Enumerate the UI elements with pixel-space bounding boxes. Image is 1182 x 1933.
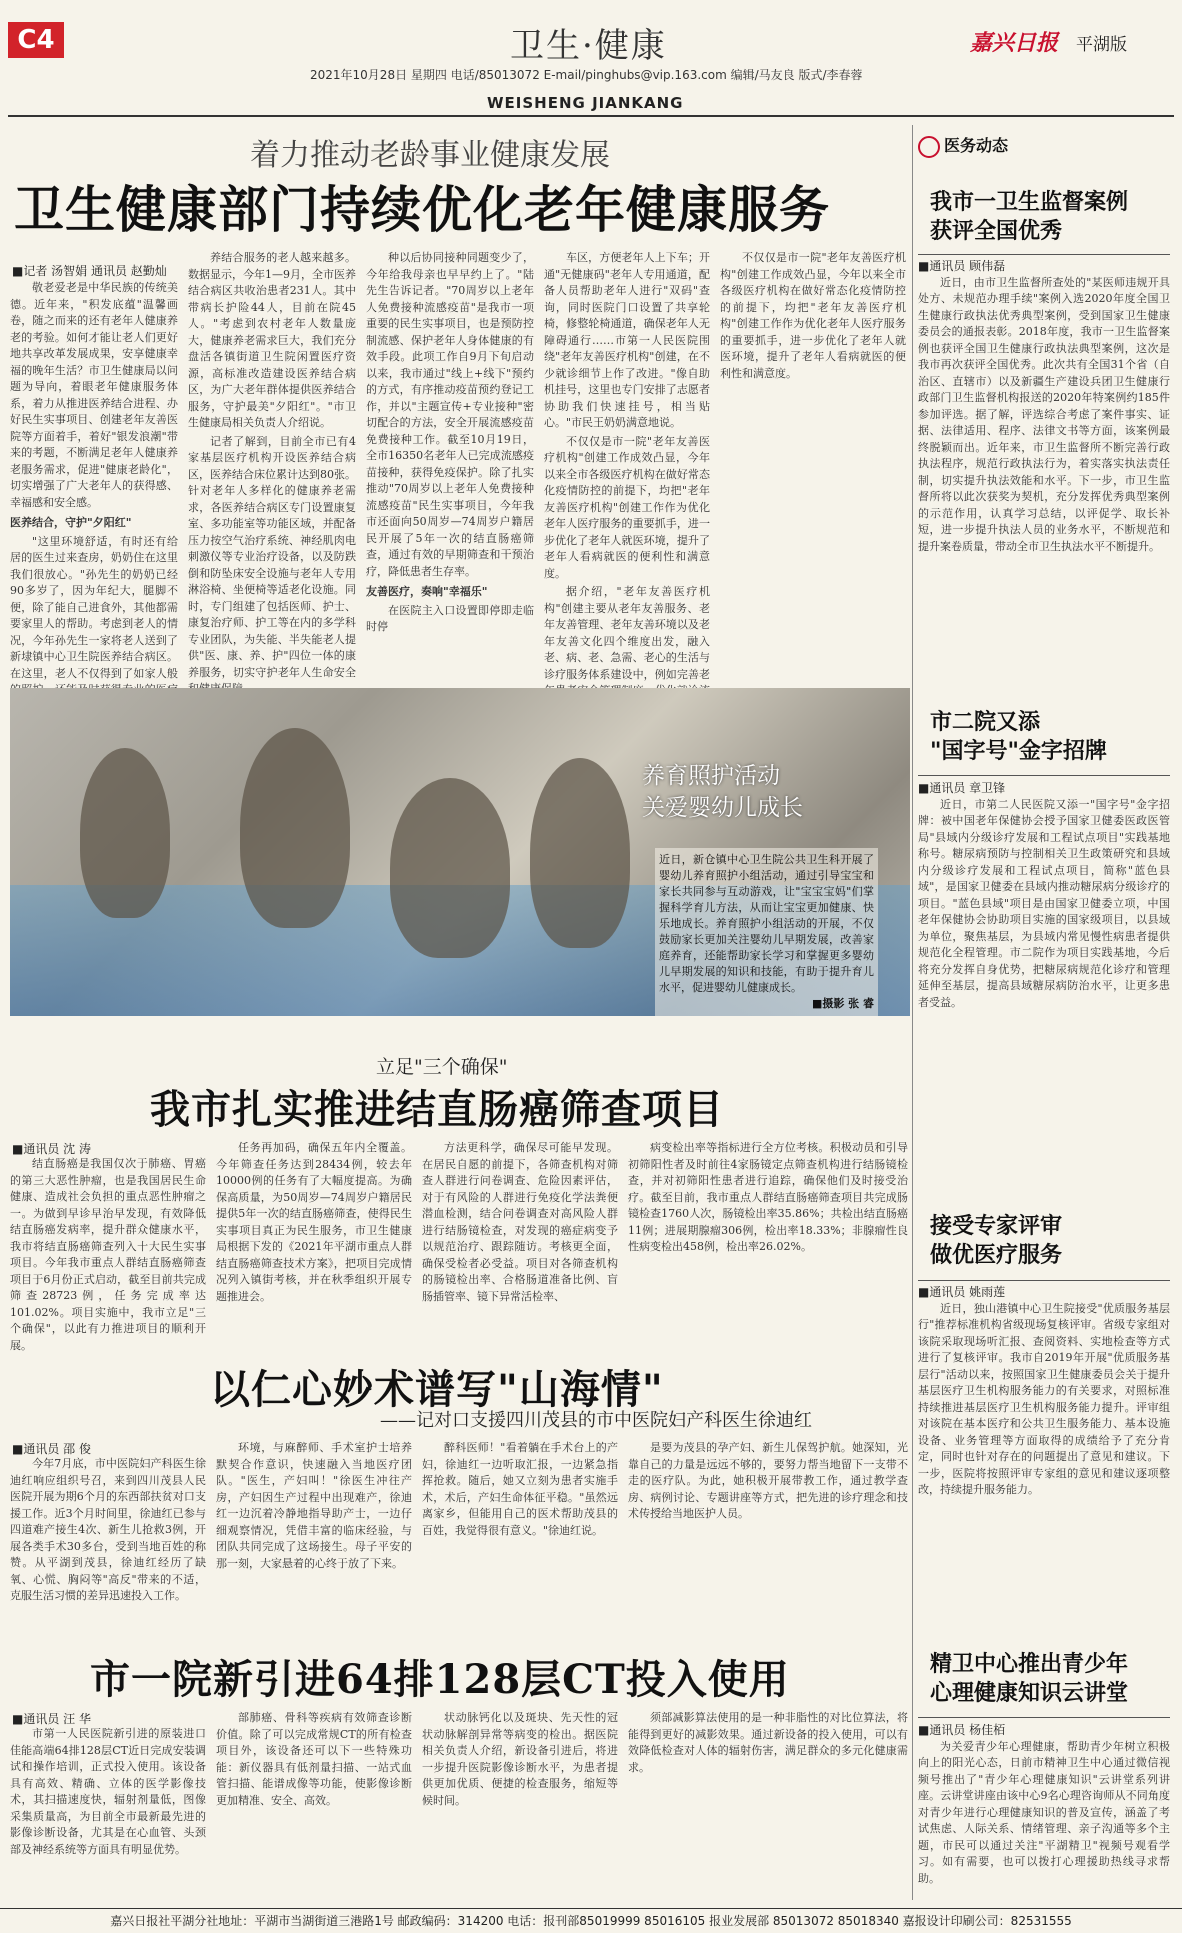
screening-byline: ■通讯员 沈 涛 [12,1142,91,1156]
aid-subhead: ——记对口支援四川茂县的市中医院妇产科医生徐迪红 [380,1410,812,1431]
sidebar-headline-line: 心理健康知识云讲堂 [930,1680,1129,1706]
sidebar-article-body [918,780,1170,1180]
newspaper-logo: 嘉兴日报 [970,30,1059,56]
ct-column-1 [10,1726,206,1901]
lead-subheading: 医养结合，守护"夕阳红" [10,516,132,529]
aid-column-4 [628,1440,908,1636]
photo-caption [642,760,803,824]
sidebar-article-body [918,1284,1170,1624]
screening-column-3 [422,1140,618,1356]
photo-caption-line: 养育照护活动 [642,763,780,789]
sidebar-headline-line: 接受专家评审 [930,1213,1063,1239]
sidebar-paragraph: 近日，由市卫生监督所查处的"某医师违规开具处方、未规范办理手续"案例入选2020年度全国卫生健康行政执法优秀典型案例，受到国家卫生健康委员会的通报表彰。2018年度，我市一卫生监督案例也获评全国卫生健康行政执法典型案例，这次是我市再次获评全国优秀。此次共有全国31个省（自治区、直辖市）以及新疆生产建设兵团卫生健康行政部门卫生监督机构报送的2020年特案例约185件参加评选。据了解，评选综合考虑了案件事实、证据、法律适用、程序、法律文书等方面，该案例最终脱颖而出。近年来，市卫生监督所不断完善行政执法程序，规范行政执法行为，着实落实执法责任制，切实提升执法效能和水平。下一步，市卫生监督所将以此次获奖为契机，充分发挥优秀典型案例的示范作用，认真学习总结，以评促学、取长补短，进一步提升执法人员的业务水平，不断规范和提升案卷质量，带动全市卫生执法水平不断提升。 [918,275,1170,553]
page-footer: 嘉兴日报社平湖分社地址：平湖市当湖街道三港路1号 邮政编码：314200 电话：报刊部85019999 85016105 报业发展部 85013072 85018340 嘉报设计印刷公司：82531555 [0,1908,1182,1933]
section-pinyin: WEISHENG JIANKANG [487,94,684,112]
sidebar-byline: ■通讯员 章卫锋 [918,781,1006,795]
screening-headline: 我市扎实推进结直肠癌筛查项目 [150,1086,724,1133]
lead-column-2 [188,250,356,680]
ct-paragraph: 市第一人民医院新引进的原装进口佳能高端64排128层CT近日完成安装调试和操作培训，正式投入使用。该设备具有高效、精确、立体的医学影像技术，其扫描速度快，辐射剂量低，图像采集质量高，为目前全市最新最先进的影像诊断设备，尤其是在心血管、头颈部及神经系统等方面具有明显优势。 [10,1727,206,1856]
lead-paragraph: "这里环境舒适，有时还有给居的医生过来查房，奶奶住在这里我们很放心。"孙先生的奶奶已经90多岁了，因为年纪大，腿脚不便，除了能自己进食外，其他都需要家里人的帮助。考虑到老人的情况，今年孙先生一家将老人送到了新埭镇中心卫生院医养结合病区。在这里，老人不仅得到了如家人般 [10,534,178,680]
sidebar-headline-line: 市二院又添 [930,709,1041,735]
sidebar-headline [930,1212,1062,1270]
medical-badge-icon [918,136,940,158]
sidebar-headline-line: "国字号"金字招牌 [930,738,1107,764]
lead-paragraph: 种以后协同接种同题变少了，今年给我母亲也早早约上了。"陆先生告诉记者。"70周岁以上老年人免费接种流感疫苗"是我市一项重要的民生实事项目，也是预防控制流感、保护老年人身体健康的有效手段。此项工作自9月下旬启动以来，我市通过"线上+线下"预约的方式，有序推动疫苗预约登记工作，并以"主题宣传+专业接种"密切配合的方法，安全开展流感疫苗免费接种工作。截至10月19日，全市16350名老年人已完成流感疫苗接种，获得免疫保护。除了扎实推动"70周岁以上老年人免费接种流感疫苗"民生实事项目，今年我市还面向50周岁—74周岁户籍居民开展了5年一次的结直肠癌筛查，通过有效的早期筛查和干预治疗，降低患者生存率。 [366,251,534,578]
ct-paragraph: 须部减影算法使用的是一种非脂性的对比位算法，将能得到更好的减影效果。通过新设备的投入使用，可以有效降低检查对人体的辐射伤害，满足群众的多元化健康需求。 [628,1711,908,1774]
dateline: 2021年10月28日 星期四 电话/85013072 E-mail/pinghubs@vip.163.com 编辑/马友良 版式/李春蓉 [310,68,863,82]
photo-text: 近日，新仓镇中心卫生院公共卫生科开展了婴幼儿养育照护小组活动，通过引导宝宝和家长共同参与互动游戏，让"宝宝宝妈"们掌握科学育儿方法，从而让宝宝更加健康、快乐地成长。养育照护小组活动的开展，不仅鼓励家长更加关注婴幼儿早期发展，改善家庭养育，还能帮助家长学习和掌握更多婴幼儿早期发展的知识和技能，有助于提升育儿水平，促进婴幼儿健康成长。 [659,853,874,994]
photo-description [655,848,878,1016]
edition-label: 平湖版 [1076,35,1127,55]
sidebar-headline-line: 精卫中心推出青少年 [930,1651,1129,1677]
sidebar-headline-line: 获评全国优秀 [930,218,1063,244]
aid-paragraph: 是要为茂县的孕产妇、新生儿保驾护航。她深知，光靠自己的力量是远远不够的，要努力帮当地留下一支带不走的医疗队。为此，她积极开展带教工作，通过教学查房、病例讨论、专题讲座等方式，把先进的诊疗理念和技术传授给当地医护人员。 [628,1441,908,1520]
sidebar-byline: ■通讯员 杨佳栢 [918,1723,1006,1737]
photo-credit: ■摄影 张 睿 [811,997,874,1010]
screening-column-4 [628,1140,908,1356]
lead-headline: 卫生健康部门持续优化老年健康服务 [14,180,830,239]
screening-paragraph: 方法更科学，确保尽可能早发现。在居民自愿的前提下，各筛查机构对筛查人群进行问卷调查、危险因素评估，对于有风险的人群进行免疫化学法粪便潜血检测，结合问卷调查对高风险人群进行结肠镜检查，对发现的癌症病变予以规范治疗、跟踪随访。考核更全面，确保受检者必受益。项目对各筛查机构的肠镜检出率、合格肠道准备比例、盲肠插管率、镜下异常活检率、 [422,1141,618,1303]
aid-headline: 以仁心妙术谱写"山海情" [210,1366,664,1413]
sidebar-article-body [918,258,1170,690]
aid-column-1 [10,1456,206,1636]
lead-column-5 [720,250,906,680]
sidebar-byline: ■通讯员 姚雨莲 [918,1285,1006,1299]
screening-kicker: 立足"三个确保" [376,1056,508,1078]
lead-paragraph: 记者了解到，目前全市已有4家基层医疗机构开设医养结合病区，医养结合床位累计达到80张。针对老年人多样化的健康养老需求，各医养结合病区专门设置康复室、多功能室等功能区域，并配备压力按空气治疗系统、神经肌肉电刺激仪等专业治疗设备，以及防跌倒和防坠床安全设施与老年人专用淋浴椅、坐便椅等适老化设施。同时，专门组建了包括医师、护士、康复治疗师、护工等在内的多学科专业团队，为失能、半失能老人提供"医、康、养、护"四位一体的康养服务，切实守护老年人生命安全 [188,434,356,679]
sidebar-headline [930,1650,1128,1708]
page-number-tag: C4 [8,22,64,58]
lead-paragraph: 不仅仅是市一院"老年友善医疗机构"创建工作成效凸显，今年以来全市各级医疗机构在做好常态化疫情防控的前提下，均把"老年友善医疗机构"创建工作作为优化老年人医疗服务的重要抓手，进一步优化了老年人就医环境，提升了老年人看病就医的便利性和满意度。 [720,251,906,380]
screening-paragraph: 结直肠癌是我国仅次于肺癌、胃癌的第三大恶性肿瘤，也是我国居民生命健康、造成社会负担的重点恶性肿瘤之一。为做到早诊早治早发现，有效降低结直肠癌发病率，提升群众健康水平，我市将结直肠癌筛查列入十大民生实事项目。今年我市重点人群结直肠癌筛查项目于6月份正式启动，截至目前共完成筛查28723例，任务完成率达101.02%。项目实施中，我市立足"三个确保"，以此有力推进项目的顺利开展。 [10,1157,206,1352]
screening-paragraph: 病变检出率等指标进行全方位考核。积极动员和引导初筛阳性者及时前往4家肠镜定点筛查机构进行结肠镜检查，并对初筛阳性患者进行追踪，确保他们及时接受治疗。截至目前，我市重点人群结直肠癌筛查项目共完成肠镜检查1760人次，肠镜检出率35.86%；共检出结直肠癌11例；进展期腺瘤306例，检出率18.33%；非腺瘤性良性病变检出458例，检出率26.02%。 [628,1141,908,1253]
sidebar-article-body [918,1722,1170,1902]
aid-column-3 [422,1440,618,1636]
lead-byline: ■记者 汤智娟 通讯员 赵勤灿 [12,264,167,278]
sidebar-headline [930,188,1128,246]
aid-paragraph: 今年7月底，市中医院妇产科医生徐迪红响应组织号召，来到四川茂县人民医院开展为期6个月的东西部扶贫对口支援工作。近3个月时间里，徐迪红已参与四道难产接生4次、新生儿抢救3例，开展各类手术30多台，受到当地百姓的称赞。从平湖到茂县，徐迪红经历了缺氧、心慌、胸闷等"高反"带来的不适，克服生活习惯的差异迅速投入工作。 [10,1457,206,1602]
ct-headline: 市一院新引进64排128层CT投入使用 [90,1656,790,1703]
ct-column-4 [628,1710,908,1901]
lead-paragraph: 养结合服务的老人越来越多。数据显示，今年1—9月，全市医养结合病区共收治患者231人。其中带病长护险44人，目前在院45人。"考虑到农村老年人数量庞大，健康养老需求巨大，我们充分盘活各镇街道卫生院闲置医疗资源，高标准改造建设医养结合病区，为广大老年群体提供医养结合服务，守护最美"夕阳红"。"市卫生健康局相关负责人介绍说。 [188,251,356,429]
sidebar-byline: ■通讯员 顾伟磊 [918,259,1006,273]
lead-kicker: 着力推动老龄事业健康发展 [250,138,610,173]
sidebar-headline-line: 做优医疗服务 [930,1242,1063,1268]
sidebar-headline [930,708,1107,766]
ct-paragraph: 状动脉钙化以及斑块、先天性的冠状动脉解剖异常等病变的检出。据医院相关负责人介绍，新设备引进后，将进一步提升医院影像诊断水平，为患者提供更加优质、便捷的检查服务，缩短等候时间。 [422,1711,618,1807]
lead-paragraph: 敬老爱老是中华民族的传统美德。近年来，"积发底蕴"温馨画卷，随之而来的还有老年人健康养老的考验。如何才能让老人们更好地共享改革发展成果，安享健康幸福的晚年生活？市卫生健康局以问题为导向，着眼老年健康服务体系，着力从推进医养结合进程、办好民生实事项目、创建老年友善医院等方面着手，着好"银发浪潮"带来的考题，不断满足老年人健康养老服务需求，促进"健康老龄化"，切实增强了广大老年人的获得感、幸福感和安全感。 [10,281,178,509]
aid-byline: ■通讯员 邵 俊 [12,1442,91,1456]
ct-column-3 [422,1710,618,1901]
sidebar-paragraph: 近日，市第二人民医院又添一"国字号"金字招牌：被中国老年保健协会授予国家卫健委医政医管局"县域内分级诊疗发展和工程试点项目"实践基地称号。糖尿病预防与控制相关卫生政策研究和县域内分级诊疗发展和工程试点项目，简称"蓝色县域"，是国家卫健委在县域内推动糖尿病分级诊疗的项目。"蓝色县域"项目是由国家卫健委立项，中国老年保健协会协助项目实施的国家级项目，以县域为单位，聚焦基层，为县域内常见慢性病患者提供规范化全程管理。市二院作为项目实践基地，今后将充分发挥自身优势，把糖尿病规范化诊疗和管理延伸至基层，提高县域糖尿病防治水平，让更多患者受益。 [918,797,1170,1009]
ct-column-2 [216,1710,412,1901]
aid-paragraph: 醉科医师！"看着躺在手术台上的产妇，徐迪红一边听取汇报，一边紧急指挥抢救。随后，她又立刻为患者实施手术，术后，产妇生命体征平稳。"虽然远离家乡，但能用自己的医术帮助茂县的百姓，我觉得很有意义。"徐迪红说。 [422,1441,618,1537]
lead-column-4 [544,250,710,680]
lead-column-3 [366,250,534,680]
aid-column-2 [216,1440,412,1636]
lead-paragraph: 不仅仅是市一院"老年友善医疗机构"创建工作成效凸显，今年以来全市各级医疗机构在做好常态化疫情防控的前提下，均把"老年友善医疗机构"创建工作作为优化老年人医疗服务的重要抓手，进一步优化了老年人就医环境，提升了老年人看病就医的便利性和满意度。 [544,434,710,580]
sidebar-headline-line: 我市一卫生监督案例 [930,189,1129,215]
ct-byline: ■通讯员 汪 华 [12,1712,91,1726]
sidebar-divider [912,125,913,1900]
lead-paragraph: 据介绍，"老年友善医疗机构"创建主要从老年友善服务、老年友善管理、老年友善环境以及老年友善文化四个维度出发，融入老、病、老、急需、老心的生活与诊疗服务体系建设中，例如完善老 [544,585,710,681]
lead-paragraph: 车区，方便老年人上下车；开通"无健康码"老年人专用通道，配备人员帮助老年人进行"双码"查询，同时医院门口设置了共享轮椅，修整轮椅通道，确保老年人无障碍通行……市第一人民医院围绕"老年友善医疗机构"创建，在不少就诊细节上作了改进。"像自助机挂号，这里也专门安排了志愿者协助我们快速挂号，相当贴心。"市民王奶奶满意地说。 [544,251,710,429]
medical-badge-label: 医务动态 [944,136,1009,155]
screening-column-1 [10,1156,206,1356]
screening-column-2 [216,1140,412,1356]
masthead-rule [8,115,1174,117]
lead-subheading: 友善医疗，奏响"幸福乐" [366,585,488,598]
lead-paragraph: 在医院主入口设置即停即走临时停 [366,603,534,633]
section-title: 卫生·健康 [510,26,667,66]
screening-paragraph: 任务再加码，确保五年内全覆盖。今年筛查任务达到28434例，较去年10000例的任务有了大幅度提高。为确保高质量，为50周岁—74周岁户籍居民提供5年一次的结直肠癌筛查，使得民生实事项目真正为民生服务，市卫生健康局根据下发的《2021年平湖市重点人群结直肠癌筛查技术方案》，把项目完成情况列入镇街考核，并在秋季组织开展专题推进会。 [216,1141,412,1303]
sidebar-paragraph: 近日，独山港镇中心卫生院接受"优质服务基层行"推荐标准机构省级现场复核评审。省级专家组对该院采取现场听汇报、查阅资料、实地检查等方式进行了复核评审。我市自2019年开展"优质服务基层行"活动以来，按照国家卫生健康委员会关于提升基层医疗卫生机构服务能力的有关要求，对照标准持续推进基层医疗卫生机构服务能力提升。评审组对该院在基本医疗和公共卫生服务能力、基本设施设备、业务管理等方面取得的成绩给予了充分肯定，同时也针对存在的问题提出了意见和建议。下一步，医院将按照评审专家组的意见和建议逐项整改，持续提升服务能力。 [918,1301,1170,1496]
photo-caption-line: 关爱婴幼儿成长 [642,795,803,821]
lead-column-1 [10,280,178,680]
medical-news-badge [918,133,1008,158]
aid-paragraph: 环境，与麻醉师、手术室护士培养默契合作意识，快速融入当地医疗团队。"医生，产妇叫！"徐医生冲往产房，产妇因生产过程中出现难产，徐迪红一边沉着冷静地指导助产士，一边仔细观察情况，凭借丰富的临床经验，与团队共同完成了这场接生。母子平安的那一刻，大家悬着的心终于放了下来。 [216,1441,412,1570]
ct-paragraph: 部肺癌、骨科等疾病有效筛查诊断价值。除了可以完成常规CT的所有检查项目外，该设备还可以下一些特殊功能：新仪器具有低剂量扫描、一站式血管扫描、能谱成像等功能，使影像诊断更加精准、安全、高效。 [216,1711,412,1807]
sidebar-paragraph: 为关爱青少年心理健康，帮助青少年树立积极向上的阳光心态，日前市精神卫生中心通过微信视频号推出了"青少年心理健康知识"云讲堂系列讲座。云讲堂讲座由该中心9名心理咨询师从不同角度对青少年进行心理健康知识的普及宣传，涵盖了考试焦虑、人际关系、情绪管理、亲子沟通等多个主题，市民可以通过关注"平湖精卫"视频号观看学习。如有需要，也可以拨打心理援助热线寻求帮助。 [918,1739,1170,1885]
